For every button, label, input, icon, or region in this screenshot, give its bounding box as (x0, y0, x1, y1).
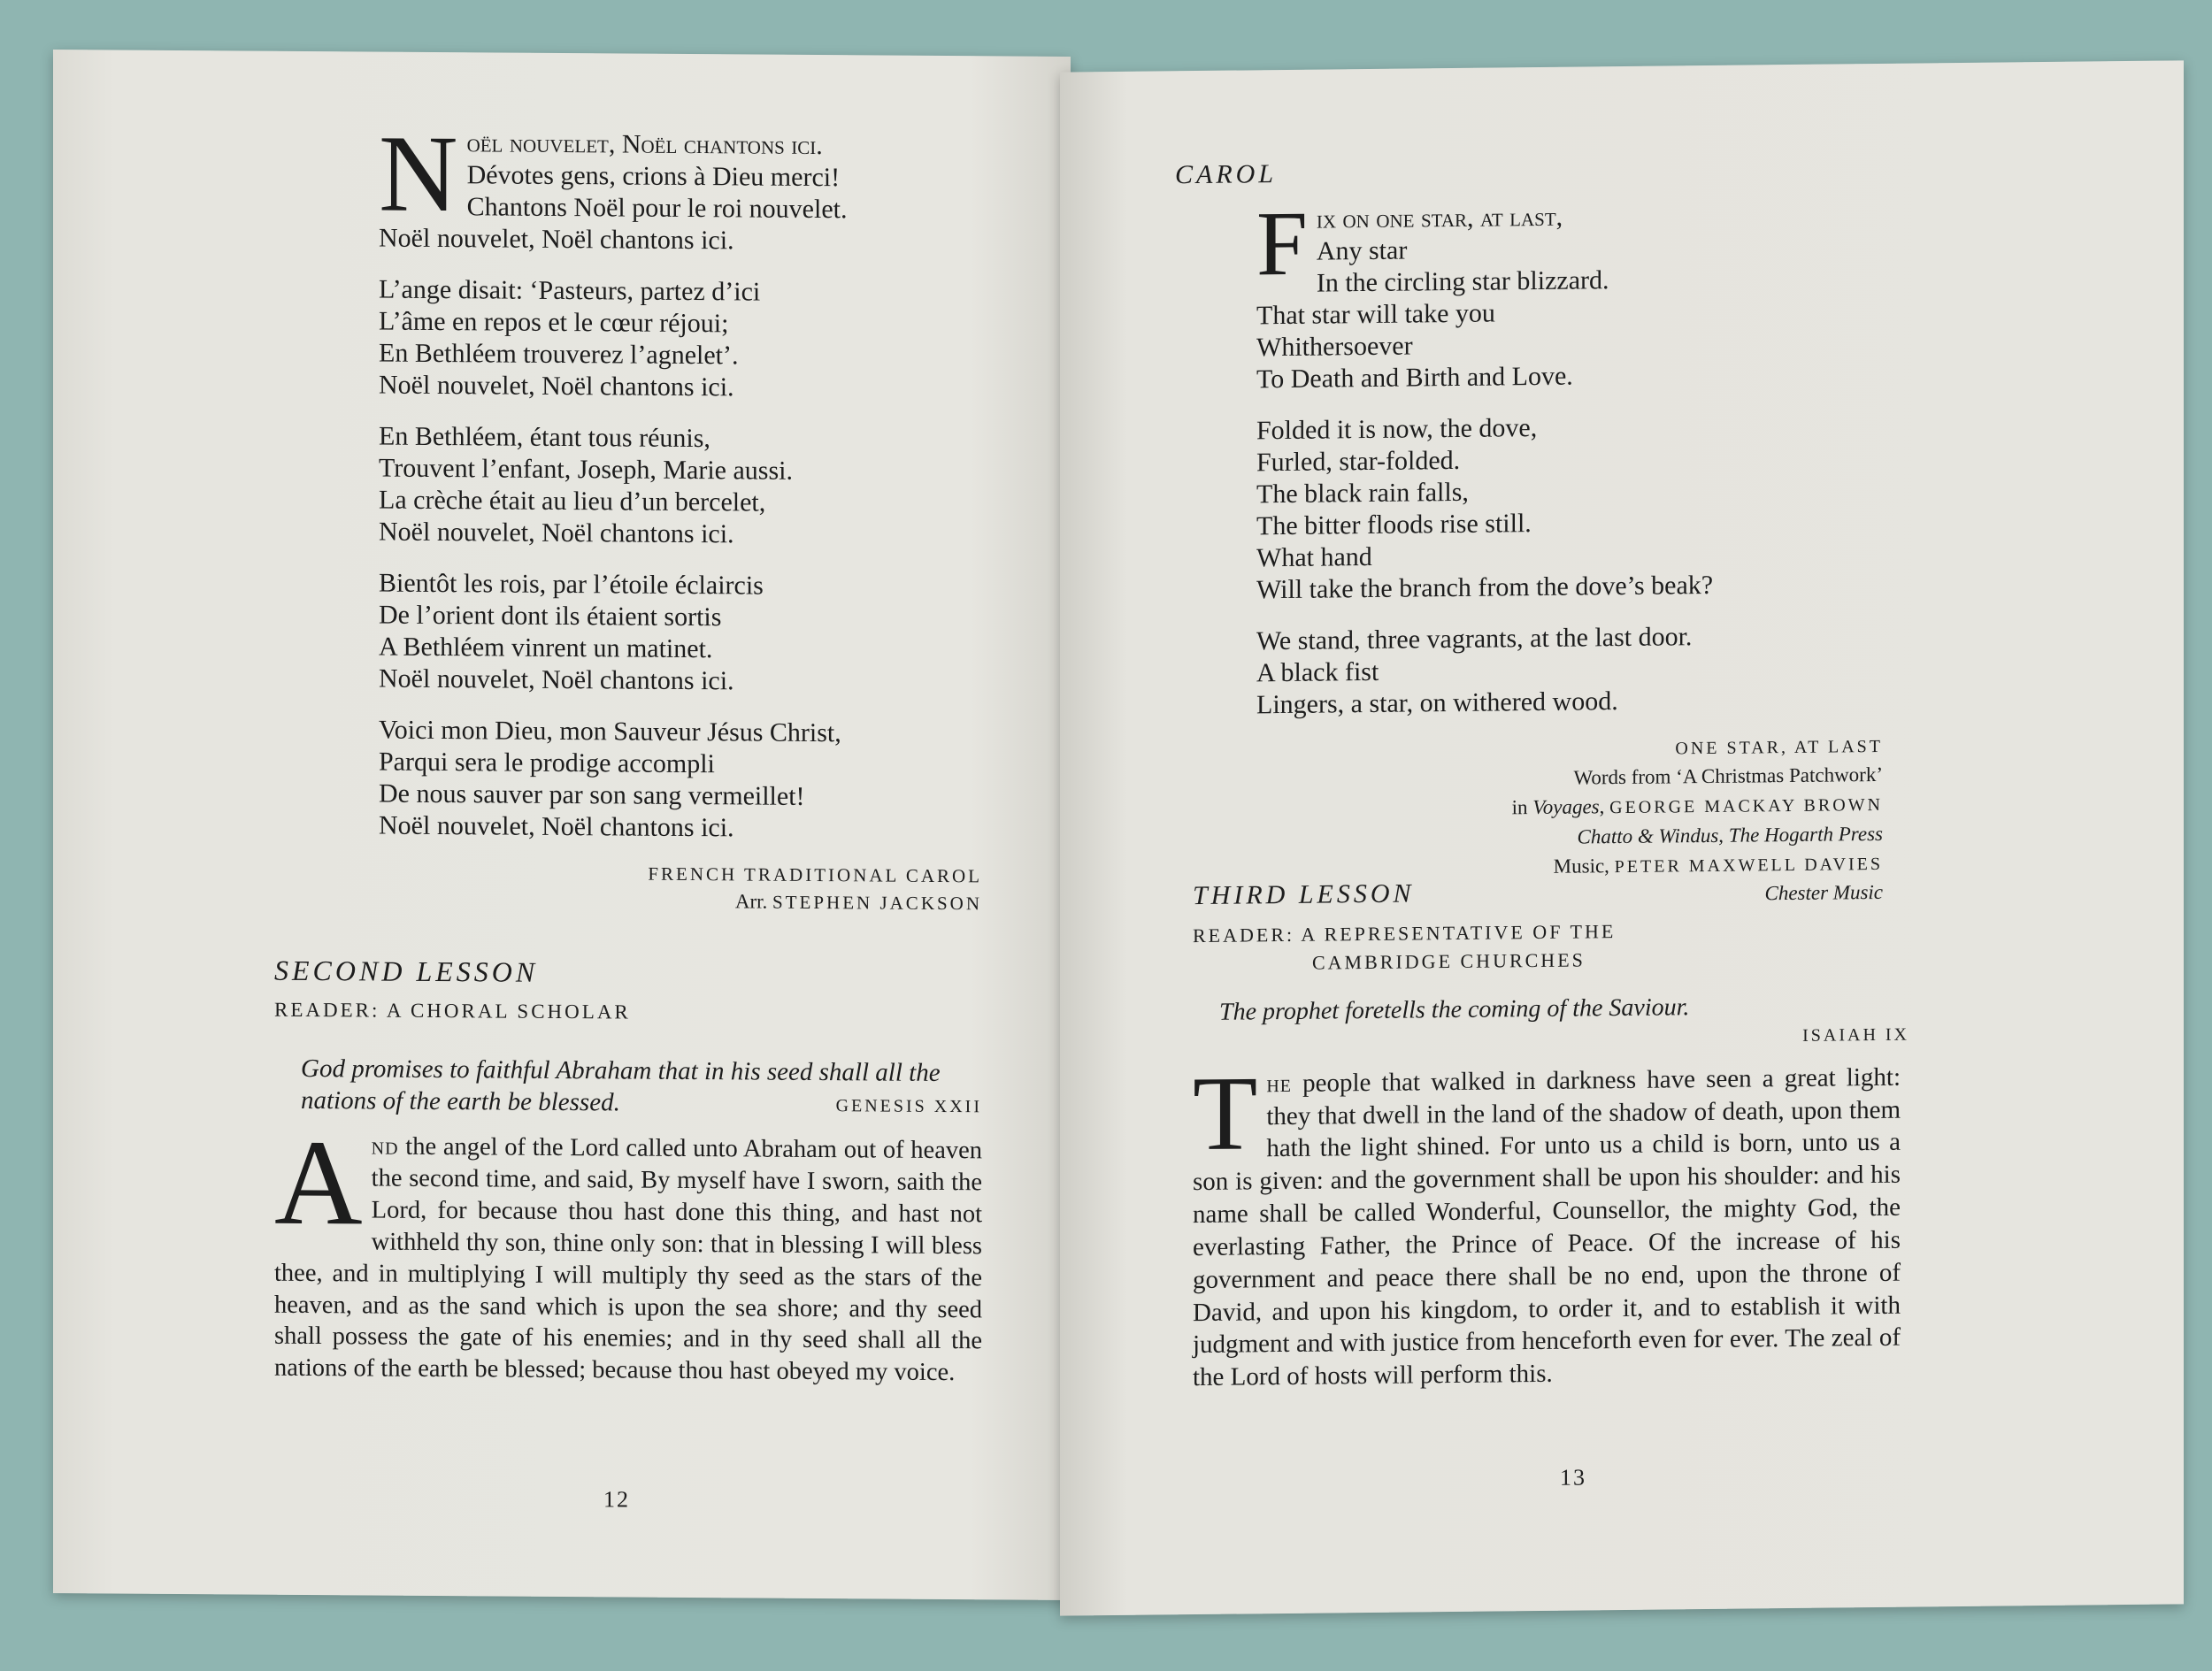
lesson-reader: READER: A CHORAL SCHOLAR (274, 999, 631, 1023)
carol-source: FRENCH TRADITIONAL CAROL (648, 862, 982, 887)
carol-arranger (379, 887, 982, 916)
lesson-body: people that walked in darkness have seen a great light: they that dwell in the land of the shadow of death, upon them hath the light shined. For unto us a child is born, unto us a son is given: and the government shall be upon his shoulder: and his name shall be called Wonderful, Counsellor, the mighty God, the everlasting Father, the Prince of Peace. Of the increase of his government and peace there shall be no end, upon the throne of David, and upon his kingdom, to order it, and to establish it with judgment and with justice from henceforth even for ever. The zeal of the Lord of hosts will perform this. (1193, 1062, 1901, 1392)
lesson-reference: GENESIS XXII (835, 1096, 982, 1117)
verse-line: En Bethléem, étant tous réunis, (379, 421, 710, 454)
lesson-heading: SECOND LESSON (274, 954, 539, 988)
verse-line: Noël nouvelet, Noël chantons ici. (379, 663, 734, 696)
lesson-summary-block (1219, 988, 1909, 1052)
verse-line: A black fist (1256, 656, 1379, 688)
lesson-text-start: nd (371, 1132, 399, 1161)
lesson-body: the angel of the Lord called unto Abraham out of heaven the second time, and said, By myself have I sworn, saith the Lord, for because thou hast done this thing, and hast not withheld thy son, thine only son: that in blessing I will bless thee, and in multiplying I will multiply thy seed as the stars of the heaven, and as the sand which is upon the sea shore; and thy seed shall possess the gate of his enemies; and in thy seed shall all the nations of the earth be blessed; because thou hast obeyed my voice. (274, 1132, 982, 1387)
lesson-summary: The prophet foretells the coming of the Saviour. (1219, 993, 1690, 1026)
carol-poem (1256, 192, 2095, 721)
verse-line: Noël nouvelet, Noël chantons ici. (379, 370, 734, 402)
right-page (1060, 60, 2184, 1615)
verse-line: A Bethléem vinrent un matinet. (379, 632, 713, 664)
verse-line: To Death and Birth and Love. (1256, 361, 1573, 395)
drop-cap: T (1193, 1054, 1258, 1172)
verse-line: What hand (1256, 541, 1372, 573)
drop-cap: F (1256, 192, 1308, 295)
verse-line: Folded it is now, the dove, (1256, 413, 1538, 446)
lesson-reader: READER: A REPRESENTATIVE OF THE (1193, 920, 1617, 947)
carol-section (1175, 149, 2095, 915)
arranger-name: STEPHEN JACKSON (772, 891, 982, 915)
composer-name: PETER MAXWELL DAVIES (1614, 854, 1883, 878)
verse-line: Dévotes gens, crions à Dieu merci! (466, 160, 841, 193)
verse-line: De nous sauver par son sang vermeillet! (379, 778, 805, 811)
verse-line: Any star (1316, 235, 1408, 266)
verse-line: Parqui sera le prodige accompli (379, 747, 715, 779)
carol-heading: CAROL (1175, 159, 1278, 190)
verse-line: L’âme en repos et le cœur réjoui; (379, 306, 729, 339)
verse-line: ix on one star, at last, (1316, 202, 1563, 234)
credit-in: in (1511, 796, 1533, 819)
verse-line: Voici mon Dieu, mon Sauveur Jésus Christ, (379, 715, 841, 748)
verse-line: Noël nouvelet, Noël chantons ici. (379, 810, 734, 843)
second-lesson (274, 954, 1026, 1390)
verse-line: Whithersoever (1256, 331, 1413, 363)
verse-line: L’ange disait: ‘Pasteurs, partez d’ici (379, 274, 761, 307)
verse-line: The bitter floods rise still. (1256, 509, 1532, 541)
verse-line: Trouvent l’enfant, Joseph, Marie aussi. (379, 453, 793, 486)
carol-credit (379, 862, 982, 916)
page-number: 12 (603, 1486, 630, 1513)
lesson-text (274, 1114, 982, 1390)
carol-stanza-4 (379, 568, 1016, 700)
verse-line: Bientôt les rois, par l’étoile éclaircis (379, 568, 764, 601)
poem-book: in Voyages, GEORGE MACKAY BROWN (1511, 795, 1883, 819)
lesson-reader-cont: CAMBRIDGE CHURCHES (1312, 948, 1586, 975)
lesson-reference: ISAIAH IX (1802, 1024, 1909, 1046)
drop-cap: N (379, 112, 458, 235)
carol-stanza-3 (379, 421, 1016, 553)
lesson-heading: THIRD LESSON (1193, 878, 1415, 911)
lesson-summary: God promises to faithful Abraham that in his seed shall all the nations of the earth be blessed. (301, 1054, 941, 1117)
carol-stanza-5 (379, 715, 1016, 847)
carol-stanza-2 (379, 274, 1016, 406)
verse-line: We stand, three vagrants, at the last door. (1256, 622, 1693, 656)
verse-line: In the circling star blizzard. (1316, 265, 1609, 298)
verse-line: Noël nouvelet, Noël chantons ici. (379, 223, 734, 256)
drop-cap: A (274, 1114, 363, 1251)
verse-line: The black rain falls, (1256, 477, 1469, 510)
poem-title: ONE STAR, AT LAST (1675, 736, 1883, 759)
lesson-text-start: he (1266, 1069, 1292, 1098)
third-lesson (1193, 870, 2095, 1394)
french-carol (379, 112, 1016, 916)
verse-line: Lingers, a star, on withered wood. (1256, 686, 1618, 720)
verse-line: Chantons Noël pour le roi nouvelet. (466, 192, 848, 225)
verse-line: Furled, star-folded. (1256, 445, 1461, 478)
poem-words: Words from ‘A Christmas Patchwork’ (1573, 763, 1883, 789)
lesson-text (1193, 1054, 1901, 1394)
left-page (53, 50, 1071, 1600)
arranger-prefix: Arr. (734, 890, 773, 913)
poem-stanza-1 (1256, 192, 2095, 395)
verse-line: Will take the branch from the dove’s beak? (1256, 570, 1714, 605)
verse-line: Noël nouvelet, Noël chantons ici. (379, 517, 734, 549)
lesson-summary-block (301, 1053, 982, 1121)
poem-stanza-3 (1256, 617, 2095, 721)
music-prefix: Music, (1553, 855, 1615, 878)
poem-author: GEORGE MACKAY BROWN (1609, 795, 1883, 818)
verse-line: oël nouvelet, Noël chantons ici. (466, 128, 823, 161)
verse-line: De l’orient dont ils étaient sortis (379, 600, 722, 632)
music-publisher: Chester Music (1764, 881, 1883, 905)
poem-stanza-2 (1256, 406, 2095, 606)
verse-line: That star will take you (1256, 298, 1495, 331)
carol-stanza-1 (379, 112, 1016, 259)
verse-line: La crèche était au lieu d’un bercelet, (379, 485, 766, 517)
page-number: 13 (1560, 1464, 1586, 1491)
verse-line: En Bethléem trouverez l’agnelet’. (379, 338, 739, 371)
poem-publisher: Chatto & Windus, The Hogarth Press (1577, 822, 1883, 848)
book-title: Voyages (1532, 795, 1600, 819)
